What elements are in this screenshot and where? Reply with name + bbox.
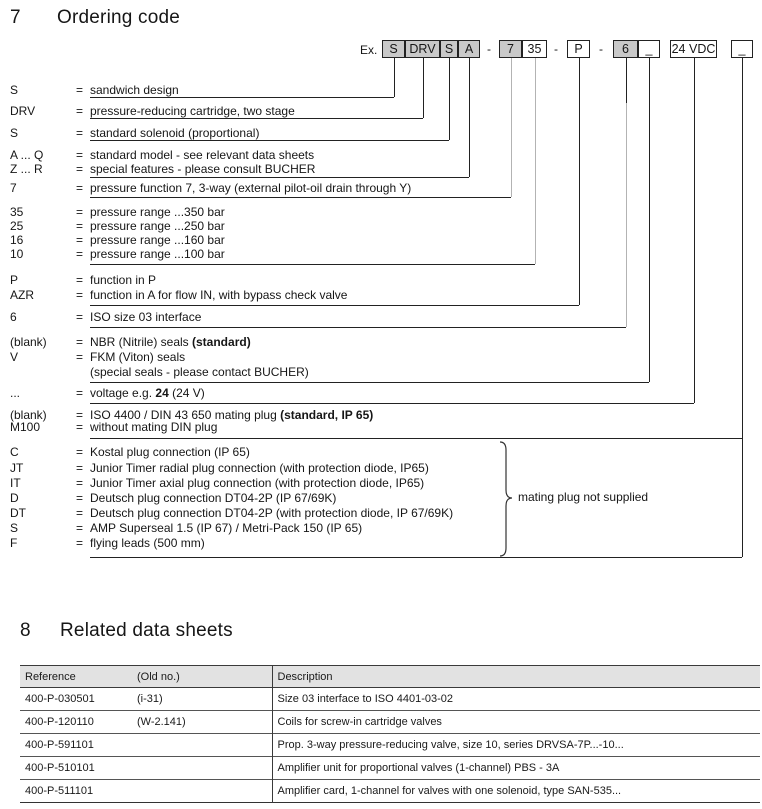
code-row bbox=[0, 288, 762, 302]
code-value: JT bbox=[10, 461, 24, 475]
equals-sign: = bbox=[76, 335, 84, 349]
table-cell bbox=[132, 757, 272, 780]
order-code-box: S bbox=[382, 40, 405, 58]
connector-underline bbox=[90, 177, 469, 178]
code-description: function in P bbox=[90, 273, 157, 287]
order-code-box: 35 bbox=[522, 40, 547, 58]
code-description: pressure-reducing cartridge, two stage bbox=[90, 104, 295, 118]
code-separator: - bbox=[599, 42, 603, 56]
order-code-box: _ bbox=[731, 40, 753, 58]
connector-underline bbox=[90, 264, 535, 265]
code-description: pressure range ...100 bar bbox=[90, 247, 225, 261]
table-cell: Prop. 3-way pressure-reducing valve, size 10, series DRVSA-7P...-10... bbox=[272, 734, 760, 757]
equals-sign: = bbox=[76, 219, 84, 233]
code-description: NBR (Nitrile) seals (standard) bbox=[90, 335, 251, 349]
brace-note: mating plug not supplied bbox=[518, 490, 649, 504]
code-value: DT bbox=[10, 506, 26, 520]
equals-sign: = bbox=[76, 491, 84, 505]
equals-sign: = bbox=[76, 536, 84, 550]
equals-sign: = bbox=[76, 386, 84, 400]
code-value: IT bbox=[10, 476, 21, 490]
connector-underline bbox=[90, 97, 394, 98]
table-cell: (i-31) bbox=[137, 693, 163, 705]
example-label: Ex. bbox=[360, 43, 378, 57]
code-value: S bbox=[10, 126, 19, 140]
brace bbox=[497, 441, 515, 557]
equals-sign: = bbox=[76, 461, 84, 475]
code-row bbox=[0, 420, 762, 434]
code-description: without mating DIN plug bbox=[90, 420, 218, 434]
code-description: Deutsch plug connection DT04-2P (IP 67/69K) bbox=[90, 491, 337, 505]
connector-underline bbox=[90, 382, 649, 383]
table-cell: Amplifier card, 1-channel for valves with one solenoid, type SAN-535... bbox=[272, 780, 760, 803]
code-row bbox=[0, 104, 762, 118]
table-row bbox=[20, 734, 760, 757]
equals-sign: = bbox=[76, 205, 84, 219]
code-value: 35 bbox=[10, 205, 24, 219]
equals-sign: = bbox=[76, 83, 84, 97]
code-row bbox=[0, 126, 762, 140]
equals-sign: = bbox=[76, 126, 84, 140]
connector-underline bbox=[90, 403, 694, 404]
order-code-box: A bbox=[458, 40, 480, 58]
table-header-cell: (Old no.) bbox=[137, 670, 180, 683]
code-value: Z ... R bbox=[10, 162, 43, 176]
equals-sign: = bbox=[76, 350, 84, 364]
code-description: pressure range ...250 bar bbox=[90, 219, 225, 233]
order-code-box: _ bbox=[638, 40, 660, 58]
code-row bbox=[0, 162, 762, 176]
table-head bbox=[20, 666, 760, 688]
code-description: flying leads (500 mm) bbox=[90, 536, 205, 550]
code-value: 16 bbox=[10, 233, 24, 247]
equals-sign: = bbox=[76, 162, 84, 176]
table-row bbox=[20, 711, 760, 734]
equals-sign: = bbox=[76, 104, 84, 118]
order-code-box: 24 VDC bbox=[671, 42, 716, 56]
code-row bbox=[0, 310, 762, 324]
code-row bbox=[0, 205, 762, 219]
connector-underline bbox=[90, 118, 423, 119]
table-header-cell: Description bbox=[272, 666, 760, 688]
table-cell: (W-2.141) bbox=[137, 716, 186, 728]
order-code-box: S bbox=[440, 40, 458, 58]
equals-sign: = bbox=[76, 445, 84, 459]
code-row bbox=[0, 335, 762, 349]
code-description: ISO size 03 interface bbox=[90, 310, 202, 324]
section-8-number: 8 bbox=[20, 620, 31, 641]
code-description: standard model - see relevant data sheets bbox=[90, 148, 315, 162]
code-description: special features - please consult BUCHER bbox=[90, 162, 316, 176]
code-row bbox=[0, 476, 762, 490]
table-cell bbox=[132, 780, 272, 803]
code-row bbox=[0, 233, 762, 247]
order-code-box: 7 bbox=[499, 40, 522, 58]
code-row bbox=[0, 219, 762, 233]
order-code-box: P bbox=[567, 40, 590, 58]
code-value: DRV bbox=[10, 104, 36, 118]
section-7-title: Ordering code bbox=[57, 7, 181, 28]
connector-underline bbox=[90, 327, 626, 328]
code-description: FKM (Viton) seals bbox=[90, 350, 186, 364]
equals-sign: = bbox=[76, 476, 84, 490]
equals-sign: = bbox=[76, 233, 84, 247]
code-value: AZR bbox=[10, 288, 34, 302]
code-separator: - bbox=[487, 42, 491, 56]
code-row bbox=[0, 181, 762, 195]
related-data-sheets-table bbox=[20, 665, 760, 803]
code-description: pressure function 7, 3-way (external pilot-oil drain through Y) bbox=[90, 181, 412, 195]
code-separator: - bbox=[554, 42, 558, 56]
code-value: 25 bbox=[10, 219, 24, 233]
code-description: (special seals - please contact BUCHER) bbox=[90, 365, 309, 379]
code-value: P bbox=[10, 273, 19, 287]
code-description: function in A for flow IN, with bypass check valve bbox=[90, 288, 348, 302]
table-cell: 400-P-591101 bbox=[25, 739, 94, 751]
code-description: Deutsch plug connection DT04-2P (with protection diode, IP 67/69K) bbox=[90, 506, 454, 520]
code-row bbox=[0, 506, 762, 520]
equals-sign: = bbox=[76, 408, 84, 422]
equals-sign: = bbox=[76, 420, 84, 434]
code-description: pressure range ...160 bar bbox=[90, 233, 225, 247]
code-description: Kostal plug connection (IP 65) bbox=[90, 445, 250, 459]
code-value: S bbox=[10, 521, 19, 535]
table-cell bbox=[132, 734, 272, 757]
code-value: A ... Q bbox=[10, 148, 44, 162]
connector-underline bbox=[90, 438, 742, 439]
order-code-box: DRV bbox=[405, 40, 440, 58]
equals-sign: = bbox=[76, 521, 84, 535]
table-row bbox=[20, 757, 760, 780]
code-description: sandwich design bbox=[90, 83, 179, 97]
code-value: 6 bbox=[10, 310, 17, 324]
code-row bbox=[0, 461, 762, 475]
code-description: Junior Timer radial plug connection (with protection diode, IP65) bbox=[90, 461, 429, 475]
code-value: V bbox=[10, 350, 19, 364]
code-description: standard solenoid (proportional) bbox=[90, 126, 260, 140]
table-cell: Size 03 interface to ISO 4401-03-02 bbox=[272, 688, 760, 711]
connector-underline bbox=[90, 140, 449, 141]
equals-sign: = bbox=[76, 148, 84, 162]
code-row bbox=[0, 273, 762, 287]
code-row bbox=[0, 148, 762, 162]
code-description: Junior Timer axial plug connection (with protection diode, IP65) bbox=[90, 476, 425, 490]
code-description: pressure range ...350 bar bbox=[90, 205, 225, 219]
section-8-title: Related data sheets bbox=[60, 620, 233, 641]
code-value: (blank) bbox=[10, 408, 47, 422]
code-value: S bbox=[10, 83, 19, 97]
code-value: ... bbox=[10, 386, 21, 400]
code-description: ISO 4400 / DIN 43 650 mating plug (standard, IP 65) bbox=[90, 408, 374, 422]
equals-sign: = bbox=[76, 181, 84, 195]
code-row bbox=[0, 386, 762, 400]
code-value: 10 bbox=[10, 247, 24, 261]
equals-sign: = bbox=[76, 247, 84, 261]
code-description: AMP Superseal 1.5 (IP 67) / Metri-Pack 150 (IP 65) bbox=[90, 521, 363, 535]
table-row bbox=[20, 780, 760, 803]
code-row bbox=[0, 83, 762, 97]
table-header-cell: Reference bbox=[25, 670, 76, 683]
code-value: F bbox=[10, 536, 18, 550]
connector-underline bbox=[90, 197, 511, 198]
code-value: (blank) bbox=[10, 335, 47, 349]
equals-sign: = bbox=[76, 288, 84, 302]
code-value: 7 bbox=[10, 181, 17, 195]
order-code-box: 6 bbox=[613, 40, 638, 58]
code-row bbox=[0, 521, 762, 535]
table-cell: Amplifier unit for proportional valves (1-channel) PBS - 3A bbox=[272, 757, 760, 780]
table-cell: 400-P-510101 bbox=[25, 762, 95, 774]
connector-underline bbox=[90, 557, 742, 558]
equals-sign: = bbox=[76, 273, 84, 287]
code-description: voltage e.g. 24 (24 V) bbox=[90, 386, 205, 400]
code-row bbox=[0, 445, 762, 459]
table-cell: 400-P-120110 bbox=[25, 716, 94, 728]
code-row bbox=[0, 247, 762, 261]
table-row bbox=[20, 688, 760, 711]
table-header-row bbox=[20, 666, 760, 688]
code-value: M100 bbox=[10, 420, 41, 434]
table-body bbox=[20, 688, 760, 803]
section-7-number: 7 bbox=[10, 7, 21, 28]
code-row bbox=[0, 365, 762, 379]
equals-sign: = bbox=[76, 506, 84, 520]
code-value: C bbox=[10, 445, 19, 459]
table-cell: 400-P-030501 bbox=[25, 693, 95, 705]
table-cell: 400-P-511101 bbox=[25, 785, 94, 797]
code-row bbox=[0, 350, 762, 364]
equals-sign: = bbox=[76, 310, 84, 324]
table-cell: Coils for screw-in cartridge valves bbox=[272, 711, 760, 734]
code-value: D bbox=[10, 491, 19, 505]
connector-underline bbox=[90, 305, 579, 306]
code-row bbox=[0, 536, 762, 550]
